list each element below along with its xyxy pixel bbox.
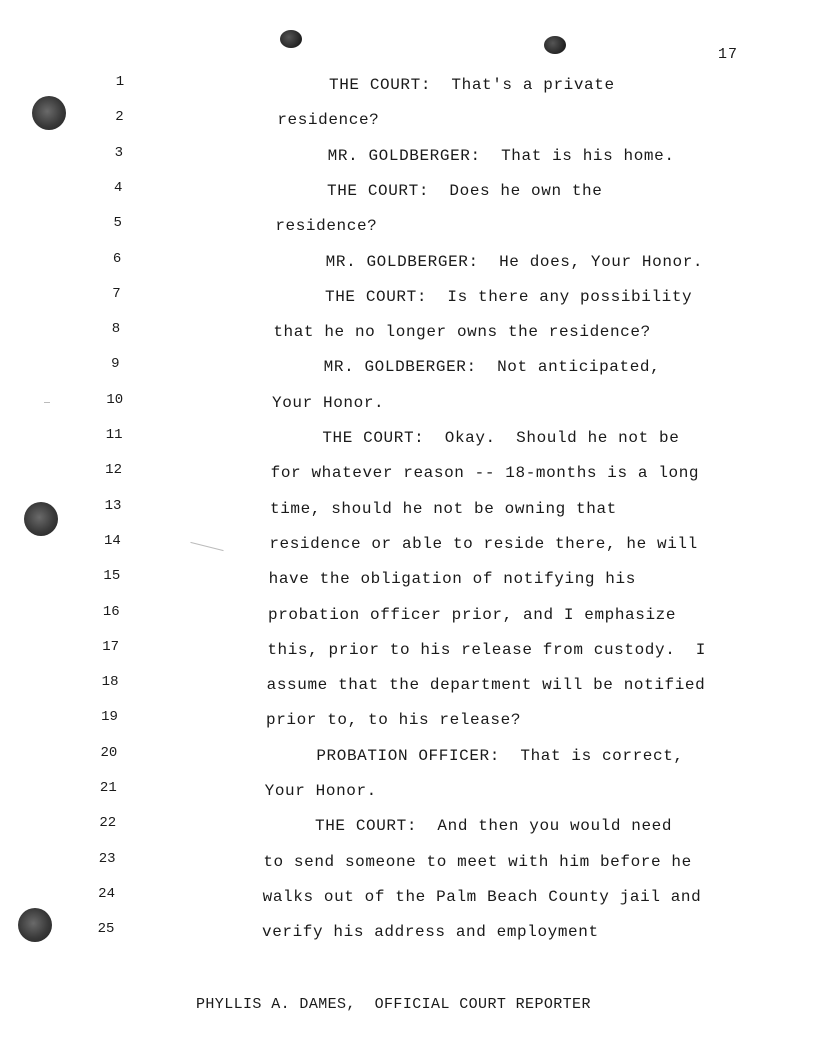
transcript-line: THE COURT: Okay. Should he not be (271, 429, 680, 447)
transcript-line: for whatever reason -- 18-months is a long (270, 464, 700, 483)
line-number: 19 (101, 709, 118, 726)
line-number: 20 (100, 744, 118, 761)
line-number: 22 (99, 815, 117, 832)
transcript-line: walks out of the Palm Beach County jail and (262, 887, 702, 906)
smudge-mark-left (280, 30, 302, 48)
line-number: 2 (115, 109, 124, 126)
line-number: 23 (98, 850, 116, 867)
transcript-line: MR. GOLDBERGER: That is his home. (276, 146, 675, 165)
transcript-line: THE COURT: Is there any possibility (274, 287, 693, 306)
line-number: 21 (99, 780, 117, 796)
transcript-line: PROBATION OFFICER: That is correct, (265, 746, 684, 765)
transcript-line: THE COURT: That's a private (278, 76, 615, 94)
transcript-line: MR. GOLDBERGER: Not anticipated, (272, 358, 661, 377)
line-number: 24 (98, 885, 115, 902)
transcript-line: Your Honor. (264, 782, 377, 800)
line-number: 15 (103, 568, 121, 585)
line-number: 1 (115, 74, 125, 90)
page-number: 17 (718, 46, 739, 63)
transcript-line: THE COURT: And then you would need (264, 817, 673, 836)
smudge-mark-right (544, 36, 566, 54)
line-number: 6 (112, 250, 122, 267)
transcript-line: verify his address and employment (262, 923, 599, 942)
transcript-line: that he no longer owns the residence? (273, 323, 651, 342)
transcript-line: residence or able to reside there, he will (269, 534, 698, 553)
line-number: 5 (113, 215, 122, 232)
transcript-line: have the obligation of notifying his (268, 570, 636, 589)
transcript-line: residence? (277, 111, 380, 130)
line-number: 13 (104, 497, 122, 514)
punch-hole-top (32, 96, 66, 130)
line-number: 9 (111, 356, 120, 373)
transcript-line: residence? (275, 217, 378, 236)
line-number: 18 (101, 674, 119, 691)
line-number: 10 (106, 391, 124, 408)
line-number: 14 (104, 532, 121, 549)
transcript-line: probation officer prior, and I emphasize (268, 605, 677, 624)
transcript-line: prior to, to his release? (266, 711, 522, 730)
transcript-line: Your Honor. (272, 393, 385, 412)
line-number: 7 (112, 285, 121, 302)
transcript-line: MR. GOLDBERGER: He does, Your Honor. (274, 252, 704, 271)
line-number: 11 (105, 427, 123, 443)
line-number: 17 (102, 638, 120, 655)
punch-hole-bottom (18, 908, 52, 942)
punch-hole-middle (24, 502, 58, 536)
line-number: 8 (111, 321, 121, 338)
line-number: 16 (102, 603, 120, 620)
line-number: 25 (97, 921, 115, 938)
court-reporter-footer: PHYLLIS A. DAMES, OFFICIAL COURT REPORTER (196, 996, 591, 1013)
transcript-line: to send someone to meet with him before he (263, 852, 692, 871)
transcript-line: time, should he not be owning that (270, 499, 617, 518)
line-number: 4 (114, 179, 123, 196)
line-number: 3 (114, 144, 124, 161)
faint-mark (190, 542, 223, 551)
transcript-line: this, prior to his release from custody. I (267, 640, 706, 659)
transcript-line: THE COURT: Does he own the (276, 181, 603, 200)
line-number: 12 (105, 462, 122, 479)
faint-mark (44, 402, 50, 403)
transcript-line: assume that the department will be notified (266, 676, 706, 695)
